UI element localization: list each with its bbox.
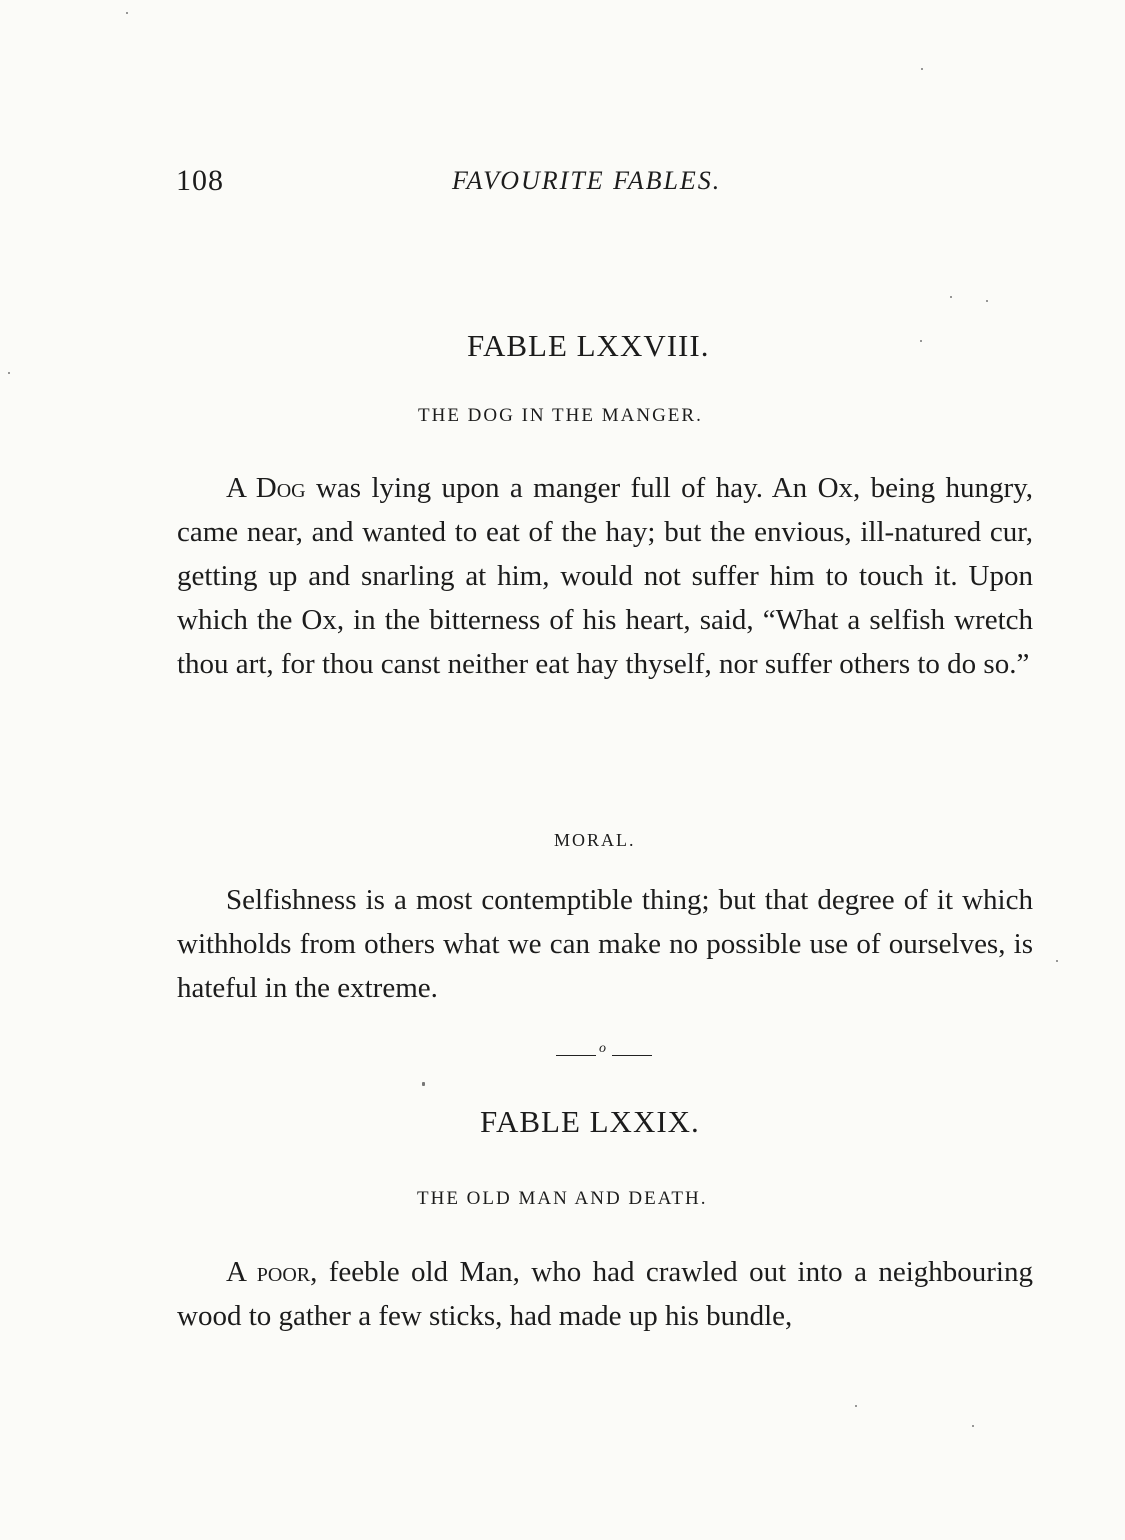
scan-speck bbox=[855, 1405, 857, 1407]
fable-title-lxxix: FABLE LXXIX. bbox=[480, 1104, 700, 1139]
scan-speck bbox=[920, 340, 922, 342]
scan-speck bbox=[972, 1425, 974, 1427]
fable-body-lead: A bbox=[226, 1256, 257, 1288]
scan-speck bbox=[8, 372, 10, 374]
scan-speck bbox=[1056, 960, 1058, 962]
scan-speck bbox=[986, 300, 988, 302]
fable-body-old-man-and-death bbox=[177, 1250, 1033, 1338]
scan-speck bbox=[422, 1082, 425, 1086]
fable-body-text: was lying upon a manger full of hay. An Ox, being hungry, came near, and wanted to eat of the hay; but the envious, ill-natured cur, getting up and snarling at him, would not suffer him to touch it. Upon which the Ox, in the bitterness of his heart, said, “What a selfish wretch thou art, for thou canst neither eat hay thyself, nor suffer others to do so.” bbox=[177, 472, 1034, 680]
fable-body-lead: A bbox=[226, 472, 256, 504]
page-number: 108 bbox=[176, 164, 224, 197]
fable-body-lead-smallcaps: poor bbox=[256, 1256, 311, 1288]
moral-heading: MORAL. bbox=[554, 830, 636, 850]
divider-glyph: o bbox=[599, 1041, 606, 1056]
running-title: FAVOURITE FABLES. bbox=[452, 166, 722, 195]
moral-body: Selfishness is a most contemptible thing; but that degree of it which withholds from others what we can make no possible use of ourselves, is hateful in the extreme. bbox=[177, 884, 1033, 1004]
scan-speck bbox=[126, 12, 128, 14]
scan-speck bbox=[950, 296, 952, 298]
fable-body-lead-smallcaps: Dog bbox=[255, 472, 306, 504]
fable-subtitle-old-man-and-death: THE OLD MAN AND DEATH. bbox=[417, 1188, 708, 1209]
scan-speck bbox=[921, 68, 923, 70]
moral-text bbox=[177, 878, 1033, 1010]
fable-subtitle-dog-in-manger: THE DOG IN THE MANGER. bbox=[418, 405, 703, 426]
fable-body-text: , feeble old Man, who had crawled out into a neighbouring wood to gather a few sticks, had made up his bundle, bbox=[177, 1256, 1033, 1332]
fable-title-lxxviii: FABLE LXXVIII. bbox=[467, 328, 710, 363]
fable-body-dog-in-manger bbox=[177, 466, 1033, 686]
section-divider bbox=[556, 1041, 652, 1065]
